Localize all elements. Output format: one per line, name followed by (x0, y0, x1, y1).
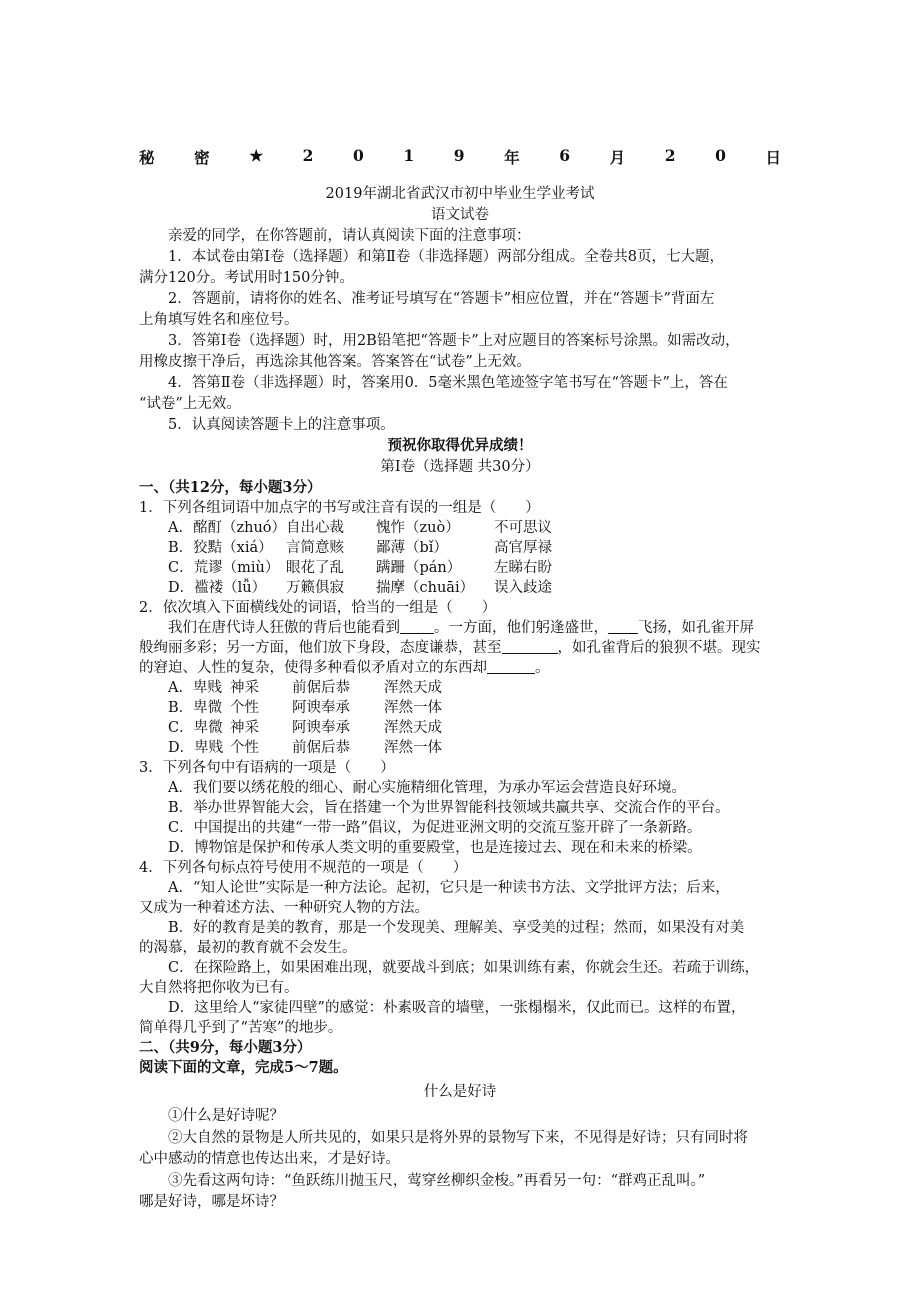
q1-option-b (168, 538, 552, 558)
header-char: 1 (403, 146, 415, 165)
header-char: 2 (302, 146, 314, 165)
q1-c-3: 蹒跚（pán） (376, 560, 462, 576)
q1-c-1: C．荒谬（miù） (168, 560, 280, 576)
article-para-3-line-1: ③先看这两句诗：“鱼跃练川抛玉尺，莺穿丝柳织金梭。”再看另一句：“群鸡正乱叫。” (168, 1173, 706, 1189)
article-para-3-line-2: 哪是好诗，哪是坏诗？ (139, 1194, 284, 1210)
intro-text: 亲爱的同学，在你答题前，请认真阅读下面的注意事项： (168, 228, 531, 244)
header-char: 0 (353, 146, 364, 165)
q2-a-4: 浑然天成 (384, 680, 442, 696)
q2-passage-part: 飞扬，如孔雀开屏 (638, 620, 754, 636)
blank-2 (608, 619, 638, 634)
q2-c-1: C．卑微 (168, 720, 223, 736)
q2-option-a (168, 678, 442, 698)
q3-option-d: D．博物馆是保护和传承人类文明的重要殿堂，也是连接过去、现在和未来的桥梁。 (168, 840, 702, 856)
q1-a-2: 自出心裁 (286, 520, 344, 536)
q2-a-1: A．卑贱 (168, 680, 222, 696)
q4-option-b-line-2: 的渴慕，最初的教育就不会发生。 (139, 940, 357, 956)
q1-d-4: 误入歧途 (494, 580, 552, 596)
part1-title: 第Ⅰ卷（选择题 共30分） (380, 459, 540, 475)
q1-d-1: D．褴褛（lǚ） (168, 580, 267, 596)
note-3-line-2: 用橡皮擦干净后，再选涂其他答案。答案答在“试卷”上无效。 (139, 354, 531, 370)
q4-option-d-line-2: 简单得几乎到了“苦寒”的地步。 (139, 1020, 343, 1036)
note-3-line-1: 3．答第Ⅰ卷（选择题）时，用2B铅笔把“答题卡”上对应题目的答案标号涂黑。如需改动， (168, 333, 740, 349)
q2-passage-part: ，如孔雀背后的狼狈不堪。现实 (557, 640, 761, 656)
section2-heading: 二、（共9分，每小题3分） (139, 1039, 312, 1056)
note-1-line-1: 1．本试卷由第Ⅰ卷（选择题）和第Ⅱ卷（非选择题）两部分组成。全卷共8页，七大题， (168, 249, 725, 265)
article-title: 什么是好诗 (423, 1084, 497, 1100)
q2-c-3: 阿谀奉承 (292, 720, 350, 736)
q1-stem: 1．下列各组词语中加点字的书写或注音有误的一组是（ ） (139, 500, 540, 516)
q1-c-4: 左睇右盼 (494, 560, 552, 576)
confidential-header (139, 146, 781, 168)
blank-4 (487, 659, 535, 674)
header-char: 秘 (139, 148, 155, 167)
section1-heading: 一、（共12分，每小题3分） (139, 479, 322, 496)
q1-b-3: 鄙薄（bǐ） (376, 540, 448, 556)
q2-d-1: D．卑贱 (168, 740, 224, 756)
q2-option-d (168, 738, 442, 758)
note-2-line-2: 上角填写姓名和座位号。 (139, 312, 299, 328)
q1-d-2: 万籁俱寂 (286, 580, 344, 596)
q2-b-3: 阿谀奉承 (292, 700, 350, 716)
note-5-line-1: 5．认真阅读答题卡上的注意事项。 (168, 417, 395, 433)
q2-b-1: B．卑微 (168, 700, 223, 716)
q3-option-b: B．举办世界智能大会，旨在搭建一个为世界智能科技领域共赢共享、交流合作的平台。 (168, 800, 730, 816)
q1-option-c (168, 558, 552, 578)
article-para-2-line-2: 心中感动的情意也传达出来，才是好诗。 (139, 1151, 400, 1167)
q2-d-2: 个性 (230, 740, 259, 756)
q2-passage-part: 的窘迫、人性的复杂，使得多种看似矛盾对立的东西却 (139, 660, 487, 676)
article-para-1: ①什么是好诗呢？ (168, 1108, 284, 1124)
note-2-line-1: 2．答题前，请将你的姓名、准考证号填写在“答题卡”相应位置，并在“答题卡”背面左 (168, 291, 715, 307)
q1-b-1: B．狡黠（xiá） (168, 540, 273, 556)
q2-d-3: 前倨后恭 (292, 740, 350, 756)
header-char: 0 (715, 146, 726, 165)
q4-option-d-line-1: D．这里给人“家徒四壁”的感觉：朴素吸音的墙壁，一张榻榻米，仅此而已。这样的布置， (168, 1000, 746, 1016)
q4-stem: 4．下列各句标点符号使用不规范的一项是（ ） (139, 860, 468, 876)
q1-b-2: 言简意赅 (286, 540, 344, 556)
q2-c-2: 神采 (230, 720, 259, 736)
header-char: 月 (609, 148, 626, 167)
q1-option-d (168, 578, 552, 598)
q4-option-c-line-2: 大自然将把你收为已有。 (139, 980, 299, 996)
q1-option-a (168, 518, 552, 538)
q4-option-a-line-1: A．“知人论世”实际是一种方法论。起初，它只是一种读书方法、文学批评方法；后来， (168, 880, 730, 896)
q2-a-2: 神采 (230, 680, 259, 696)
wish-text: 预祝你取得优异成绩！ (387, 437, 533, 454)
q2-passage-line-1 (168, 618, 754, 638)
exam-title: 2019年湖北省武汉市初中毕业生学业考试 (325, 186, 595, 202)
q3-option-a: A．我们要以绣花般的细心、耐心实施精细化管理，为承办军运会营造良好环境。 (168, 780, 686, 796)
q2-passage-line-2 (139, 638, 761, 658)
q1-d-3: 揣摩（chuāi） (376, 580, 475, 596)
q2-b-2: 个性 (230, 700, 259, 716)
q4-option-a-line-2: 又成为一种着述方法、一种研究人物的方法。 (139, 900, 429, 916)
header-char: 年 (504, 148, 520, 167)
q1-a-4: 不可思议 (494, 520, 552, 536)
header-char: ★ (249, 146, 264, 165)
header-char: 6 (559, 146, 571, 165)
q2-d-4: 浑然一体 (384, 740, 442, 756)
q2-option-b (168, 698, 442, 718)
q2-c-4: 浑然天成 (384, 720, 442, 736)
q1-c-2: 眼花了乱 (286, 560, 344, 576)
q3-stem: 3．下列各句中有语病的一项是（ ） (139, 760, 395, 776)
q1-b-4: 高官厚禄 (494, 540, 552, 556)
blank-3 (502, 639, 558, 654)
article-para-2-line-1: ②大自然的景物是人所共见的，如果只是将外界的景物写下来，不见得是好诗；只有同时将 (168, 1130, 748, 1146)
header-char: 日 (765, 148, 781, 167)
blank-1 (400, 619, 434, 634)
q2-stem: 2．依次填入下面横线处的词语，恰当的一组是（ ） (139, 600, 497, 616)
q2-option-c (168, 718, 442, 738)
q2-passage-part: 。一方面，他们躬逢盛世， (434, 620, 608, 636)
note-1-line-2: 满分120分。考试用时150分钟。 (139, 270, 354, 286)
q4-option-b-line-1: B．好的教育是美的教育，那是一个发现美、理解美、享受美的过程；然而，如果没有对美 (168, 920, 745, 936)
q2-passage-part: 般绚丽多彩；另一方面，他们放下身段，态度谦恭，甚至 (139, 640, 502, 656)
q2-a-3: 前倨后恭 (292, 680, 350, 696)
q3-option-c: C．中国提出的共建“一带一路”倡议，为促进亚洲文明的交流互鉴开辟了一条新路。 (168, 820, 702, 836)
note-4-line-2: “试卷”上无效。 (139, 396, 241, 412)
header-char: 9 (453, 146, 465, 165)
exam-subtitle: 语文试卷 (431, 207, 489, 223)
q1-a-3: 愧怍（zuò） (376, 520, 460, 536)
note-4-line-1: 4．答第Ⅱ卷（非选择题）时，答案用0．5毫米黑色笔迹签字笔书写在“答题卡”上，答在 (168, 375, 728, 391)
q2-passage-line-3 (139, 658, 550, 678)
section2-instruction: 阅读下面的文章，完成5～7题。 (139, 1059, 348, 1076)
q2-passage-part: 我们在唐代诗人狂傲的背后也能看到 (168, 620, 400, 636)
q1-a-1: A．酩酊（zhuó） (168, 520, 287, 536)
q2-passage-part: 。 (535, 660, 550, 676)
header-char: 密 (194, 148, 210, 167)
header-char: 2 (664, 146, 676, 165)
q4-option-c-line-1: C．在探险路上，如果困难出现，就要战斗到底；如果训练有素，你就会生还。若疏于训练， (168, 960, 760, 976)
q2-b-4: 浑然一体 (384, 700, 442, 716)
